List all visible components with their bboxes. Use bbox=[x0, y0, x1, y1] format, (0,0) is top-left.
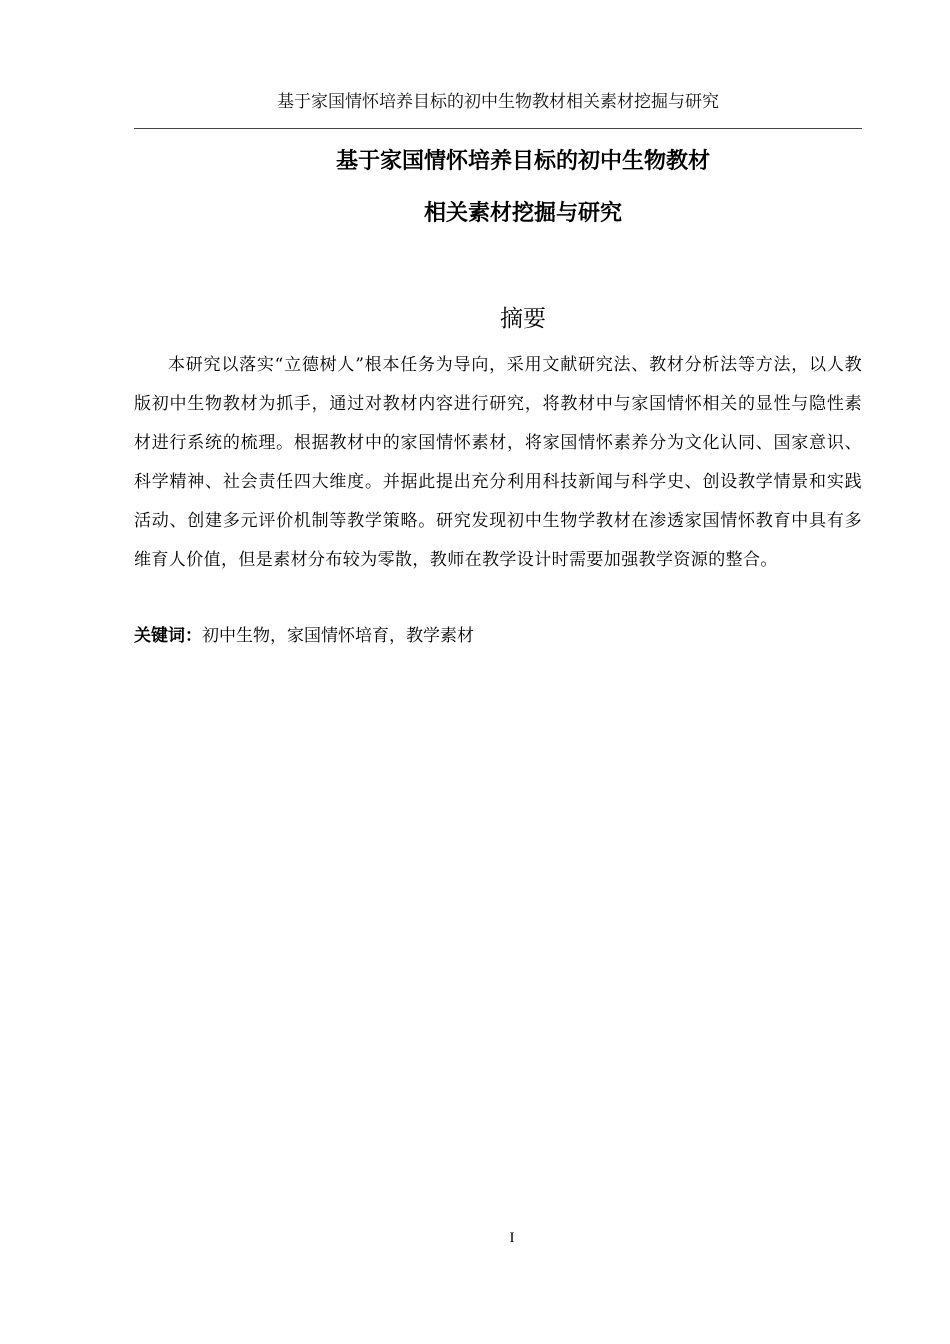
keywords-label: 关键词： bbox=[134, 626, 202, 646]
paper-title-line-1: 基于家国情怀培养目标的初中生物教材 bbox=[335, 149, 710, 174]
page-number: I bbox=[509, 1230, 515, 1246]
keywords bbox=[134, 622, 862, 650]
running-header: 基于家国情怀培养目标的初中生物教材相关素材挖掘与研究 bbox=[277, 92, 719, 112]
paper-title-line-2: 相关素材挖掘与研究 bbox=[423, 201, 622, 226]
header-rule bbox=[134, 128, 862, 129]
abstract-heading: 摘要 bbox=[500, 306, 546, 332]
abstract-body: 本研究以落实“立德树人”根本任务为导向，采用文献研究法、教材分析法等方法，以人教版初中生物教材为抓手，通过对教材内容进行研究，将教材中与家国情怀相关的显性与隐性素材进行系统的梳理。根据教材中的家国情怀素材，将家国情怀素养分为文化认同、国家意识、科学精神、社会责任四大维度。并据此提出充分利用科技新闻与科学史、创设教学情景和实践活动、创建多元评价机制等教学策略。研究发现初中生物学教材在渗透家国情怀教育中具有多维育人价值，但是素材分布较为零散，教师在教学设计时需要加强教学资源的整合。 bbox=[134, 355, 862, 570]
keywords-value: 初中生物，家国情怀培育，教学素材 bbox=[202, 626, 474, 646]
